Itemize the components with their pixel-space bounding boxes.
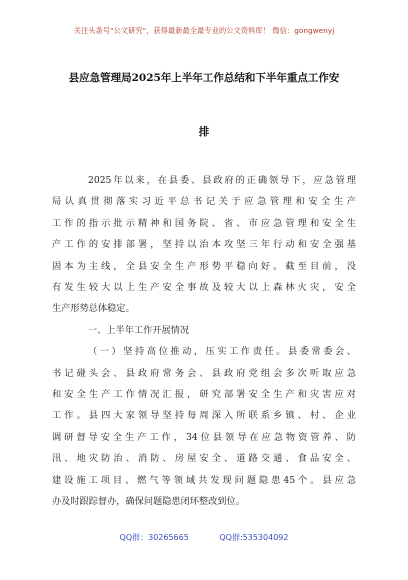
document-title-line2: 排 xyxy=(198,126,210,138)
header-banner: 关注头条号"公文研究"，获得最新最全最专业的公文资料库！ 微信：gongwenyj xyxy=(73,26,335,35)
footer-qq-group-1: QQ群：30265665 xyxy=(119,533,189,542)
body-line: 局认真贯彻落实习近平总书记关于应急管理和安全生产 xyxy=(52,196,356,208)
document-title-line1: 县应急管理局2025年上半年工作总结和下半年重点工作安 xyxy=(68,72,340,84)
footer xyxy=(0,532,408,543)
body-line: 书记碰头会、县政府常务会、县政府党组会多次听取应急 xyxy=(52,367,356,379)
body-line: （一）坚持高位推动，压实工作责任。县委常委会、 xyxy=(88,346,356,358)
body-line: 固本为主线，全县安全生产形势平稳向好。截至目前，没 xyxy=(52,260,356,272)
section-heading: 一、上半年工作开展情况 xyxy=(88,324,190,336)
body-line: 汛、地灾防治、消防、房屋安全、道路交通、食品安全、 xyxy=(52,453,356,465)
body-line: 和安全生产工作情况汇报，研究部署安全生产和灾害应对 xyxy=(52,389,356,401)
footer-qq-group-2: QQ群:535304092 xyxy=(219,533,289,542)
body-line: 产工作的安排部署，坚持以治本攻坚三年行动和安全强基 xyxy=(52,239,356,251)
body-line: 有发生较大以上生产安全事故及较大以上森林火灾，安全 xyxy=(52,282,356,294)
body-line: 工作的指示批示精神和国务院、省、市应急管理和安全生 xyxy=(52,217,356,229)
body-line: 调研督导安全生产工作，34位县领导在应急物资管养、防 xyxy=(52,431,356,443)
body-line: 建设施工项目、燃气等领域共发现问题隐患45个。县应急 xyxy=(52,474,356,486)
body-line: 工作。县四大家领导坚持每周深入所联系乡镇、村、企业 xyxy=(52,410,356,422)
body-line: 生产形势总体稳定。 xyxy=(52,303,135,315)
body-line: 2025年以来，在县委、县政府的正确领导下，应急管理 xyxy=(88,175,356,186)
document-body xyxy=(52,170,356,513)
body-line: 办及时跟踪督办，确保问题隐患闭环整改到位。 xyxy=(52,496,245,508)
